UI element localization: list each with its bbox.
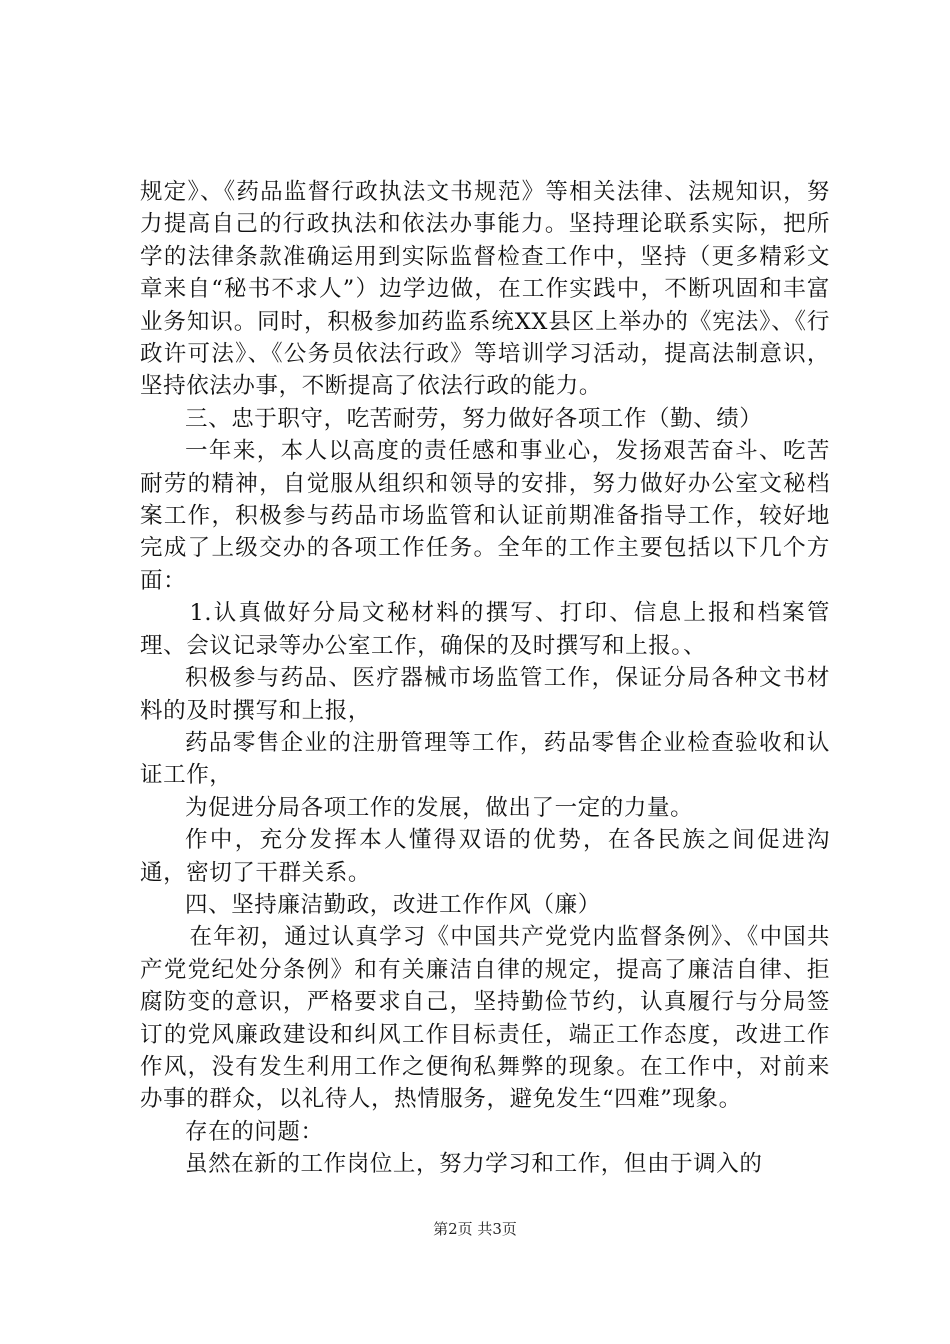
page-footer: 第2页 共3页 — [433, 1220, 517, 1238]
section-heading-four: 四、坚持廉洁勤政，改进工作作风（廉） — [185, 891, 601, 918]
document-body — [140, 176, 830, 1181]
paragraph-legal-study: 规定》、《药品监督行政执法文书规范》等相关法律、法规知识，努力提高自己的行政执法和依法办事能力。坚持理论联系实际，把所学的法律条款准确运用到实际监督检查工作中，坚持（更多精彩文章来自“秘书不求人”）边学边做，在工作实践中，不断巩固和丰富业务知识。同时，积极参加药监系统XX县区上举办的《宪法》、《行政许可法》、《公务员依法行政》等培训学习活动，提高法制意识，坚持依法办事，不断提高了依法行政的能力。 — [140, 179, 830, 400]
paragraph-contribution: 为促进分局各项工作的发展，做出了一定的力量。 — [185, 794, 694, 821]
paragraph-year-summary: 一年来，本人以高度的责任感和事业心，发扬艰苦奋斗、吃苦耐劳的精神，自觉服从组织和领导的安排，努力做好办公室文秘档案工作，积极参与药品市场监管和认证前期准备指导工作，较好地完成了上级交办的各项工作任务。全年的工作主要包括以下几个方面： — [140, 438, 830, 594]
paragraph-market-supervision: 积极参与药品、医疗器械市场监管工作，保证分局各种文书材料的及时撰写和上报， — [140, 665, 830, 724]
paragraph-item-one: 1.认真做好分局文秘材料的撰写、打印、信息上报和档案管理、会议记录等办公室工作，确保的及时撰写和上报。、 — [140, 600, 830, 659]
paragraph-retail-registration: 药品零售企业的注册管理等工作，药品零售企业检查验收和认证工作， — [140, 729, 830, 789]
paragraph-bilingual: 作中，充分发挥本人懂得双语的优势，在各民族之间促进沟通，密切了干群关系。 — [140, 827, 830, 886]
section-heading-three: 三、忠于职守，吃苦耐劳，努力做好各项工作（勤、绩） — [185, 405, 763, 432]
paragraph-integrity: 在年初，通过认真学习《中国共产党党内监督条例》、《中国共产党党纪处分条例》和有关廉洁自律的规定，提高了廉洁自律、拒腐防变的意识，严格要求自己，坚持勤俭节约，认真履行与分局签订的党风廉政建设和纠风工作目标责任，端正工作态度，改进工作作风，没有发生利用工作之便徇私舞弊的现象。在工作中，对前来办事的群众，以礼待人，热情服务，避免发生“四难”现象。 — [140, 924, 830, 1113]
paragraph-problems-heading: 存在的问题： — [185, 1118, 324, 1145]
paragraph-problems-text: 虽然在新的工作岗位上，努力学习和工作，但由于调入的 — [185, 1151, 763, 1178]
